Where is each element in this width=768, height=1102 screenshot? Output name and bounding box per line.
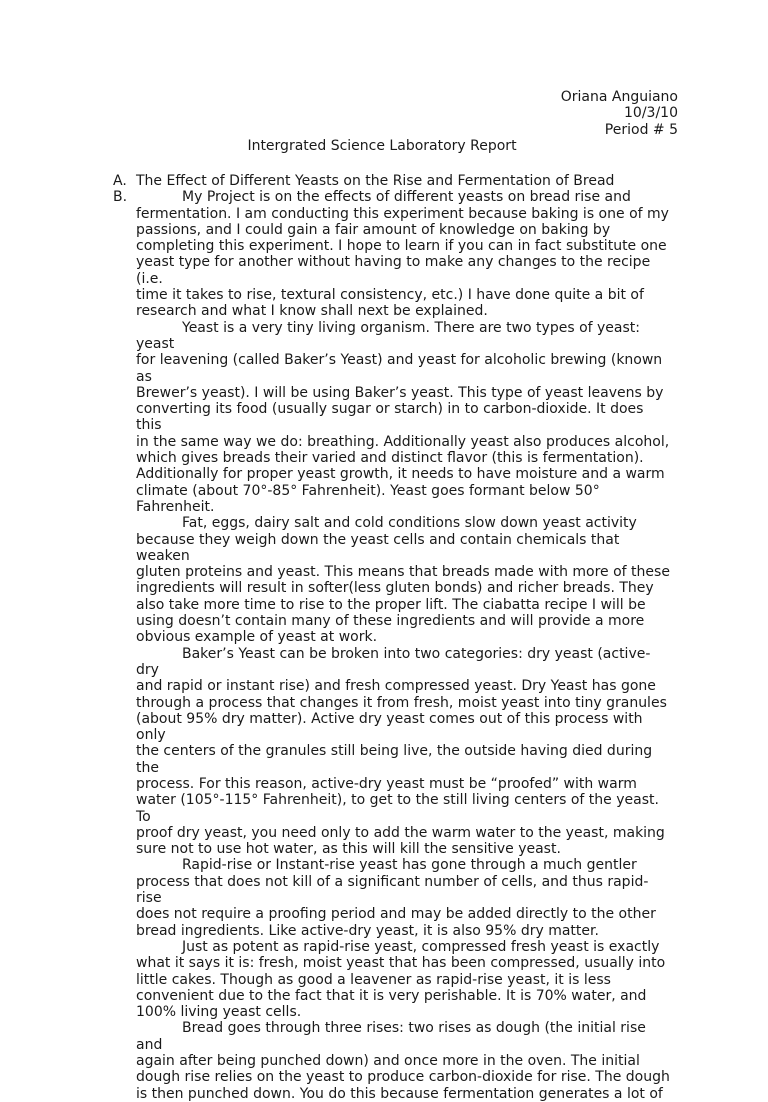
paragraph	[136, 320, 673, 516]
paragraph-line: because they weigh down the yeast cells and contain chemicals that weaken	[136, 531, 620, 564]
paragraph-line: Additionally for proper yeast growth, it needs to have moisture and a warm	[136, 466, 665, 483]
paragraph-line: proof dry yeast, you need only to add the warm water to the yeast, making	[136, 824, 665, 841]
paragraph-line: Bread goes through three rises: two rises as dough (the initial rise and	[136, 1020, 646, 1053]
paragraph-line: Baker’s Yeast can be broken into two categories: dry yeast (active-dry	[136, 645, 651, 678]
report-date: 10/3/10	[624, 105, 678, 122]
paragraph-line: little cakes. Though as good a leavener as rapid-rise yeast, it is less	[136, 971, 611, 988]
paragraph-line: convenient due to the fact that it is very perishable. It is 70% water, and	[136, 987, 647, 1004]
paragraph-line: sure not to use hot water, as this will kill the sensitive yeast.	[136, 841, 561, 858]
paragraph	[136, 1020, 673, 1101]
paragraph-line: bread ingredients. Like active-dry yeast, it is also 95% dry matter.	[136, 922, 599, 939]
paragraph-line: does not require a proofing period and may be added directly to the other	[136, 906, 656, 923]
paragraph	[136, 515, 673, 645]
paragraph-line: which gives breads their varied and distinct flavor (this is fermentation).	[136, 450, 644, 467]
paragraph-line: also take more time to rise to the proper lift. The ciabatta recipe I will be	[136, 596, 646, 613]
paragraph-line: and rapid or instant rise) and fresh compressed yeast. Dry Yeast has gone	[136, 678, 656, 695]
section-b	[113, 189, 673, 1102]
paragraph-line: process that does not kill of a significant number of cells, and thus rapid-rise	[136, 873, 649, 907]
section-a	[113, 173, 673, 189]
paragraph-line: Rapid-rise or Instant-rise yeast has gone through a much gentler	[182, 857, 637, 874]
paragraph-line: process. For this reason, active-dry yeast must be “proofed” with warm	[136, 775, 637, 792]
paragraph	[136, 857, 673, 938]
class-period: Period # 5	[604, 121, 678, 138]
section-marker: B.	[113, 189, 128, 206]
paragraph-line: time it takes to rise, textural consistency, etc.) I have done quite a bit of	[136, 287, 644, 304]
paragraph-line: Brewer’s yeast). I will be using Baker’s yeast. This type of yeast leavens by	[136, 384, 664, 401]
paragraph-line: converting its food (usually sugar or starch) in to carbon-dioxide. It does this	[136, 401, 644, 434]
paragraph-line: again after being punched down) and once more in the oven. The initial	[136, 1053, 640, 1070]
paragraph-line: in the same way we do: breathing. Additionally yeast also produces alcohol,	[136, 433, 670, 450]
author-block	[561, 89, 678, 138]
paragraph-line: yeast type for another without having to make any changes to the recipe (i.e.	[136, 254, 651, 287]
paragraph-line: for leavening (called Baker’s Yeast) and yeast for alcoholic brewing (known as	[136, 352, 663, 385]
report-title: Intergrated Science Laboratory Report	[247, 138, 517, 154]
paragraph	[136, 189, 673, 319]
section-a-title: The Effect of Different Yeasts on the Rise and Fermentation of Bread	[136, 173, 615, 189]
outline	[113, 173, 673, 1102]
paragraph-line: completing this experiment. I hope to learn if you can in fact substitute one	[136, 238, 667, 255]
paragraph-line: 100% living yeast cells.	[136, 1004, 302, 1021]
paragraph-line: fermentation. I am conducting this experiment because baking is one of my	[136, 205, 669, 222]
paragraph-line: passions, and I could gain a fair amount of knowledge on baking by	[136, 221, 611, 238]
paragraph-line: the centers of the granules still being live, the outside having died during the	[136, 743, 653, 776]
paragraph-line: research and what I know shall next be explained.	[136, 303, 488, 320]
paragraph	[136, 939, 673, 1020]
paragraph-line: climate (about 70°-85° Fahrenheit). Yeast goes formant below 50° Fahrenheit.	[136, 482, 600, 515]
author-name: Oriana Anguiano	[560, 89, 678, 105]
section-marker: A.	[113, 173, 127, 189]
paragraph-line: Just as potent as rapid-rise yeast, compressed fresh yeast is exactly	[182, 938, 660, 955]
paragraph-line: using doesn’t contain many of these ingredients and will provide a more	[136, 613, 645, 630]
paragraph-line: is then punched down. You do this because fermentation generates a lot of	[136, 1085, 663, 1102]
paragraph-line: ingredients will result in softer(less gluten bonds) and richer breads. They	[136, 580, 654, 597]
paragraph-line: My Project is on the effects of different yeasts on bread rise and	[182, 189, 631, 206]
paragraph-line: Fat, eggs, dairy salt and cold conditions slow down yeast activity	[182, 515, 637, 532]
paragraph-line: through a process that changes it from fresh, moist yeast into tiny granules	[136, 694, 667, 711]
paragraph-line: Yeast is a very tiny living organism. There are two types of yeast: yeast	[136, 319, 640, 352]
paragraph-line: what it says it is: fresh, moist yeast that has been compressed, usually into	[136, 955, 666, 972]
paragraph-line: dough rise relies on the yeast to produce carbon-dioxide for rise. The dough	[136, 1069, 670, 1086]
paragraph-line: gluten proteins and yeast. This means that breads made with more of these	[136, 564, 670, 581]
paragraph-line: obvious example of yeast at work.	[136, 629, 378, 646]
paragraph-line: (about 95% dry matter). Active dry yeast comes out of this process with only	[136, 710, 643, 744]
section-b-body	[136, 189, 673, 1102]
paragraph	[136, 646, 673, 858]
paragraph-line: water (105°-115° Fahrenheit), to get to the still living centers of the yeast. To	[136, 792, 659, 825]
